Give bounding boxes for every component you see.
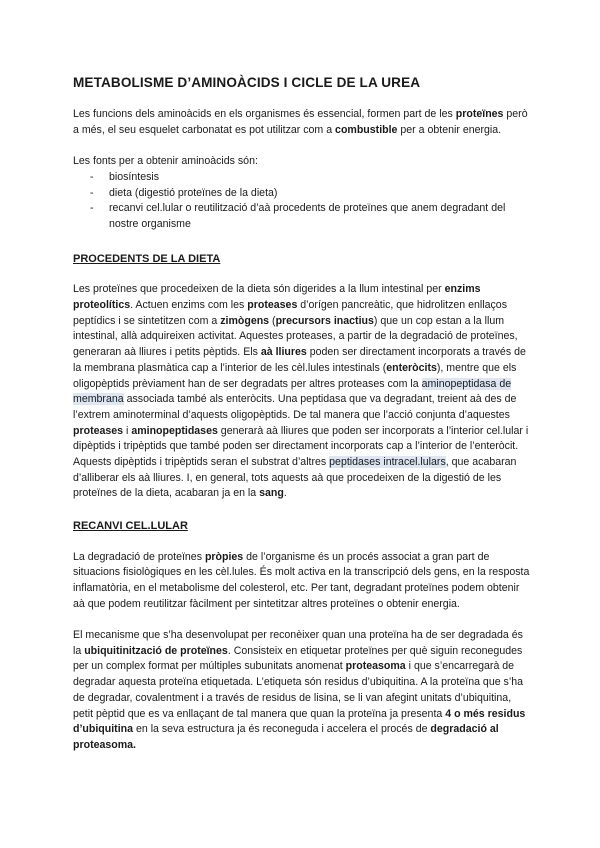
bold-term: enteròcits (386, 361, 437, 374)
document-title: METABOLISME D’AMINOÀCIDS I CICLE DE LA UREA (73, 75, 421, 90)
intro-text: per a obtenir energia. (397, 123, 502, 136)
intro-paragraph (73, 107, 533, 138)
bold-term: proteases (247, 299, 298, 311)
list-item: - recanvi cel.lular o reutilització d’aà procedents de proteïnes que anem degradant del nostre organisme (73, 201, 533, 232)
intro-bold-proteines: proteïnes (455, 108, 504, 120)
bold-term: proteasoma (345, 660, 406, 673)
section-heading-recanvi: RECANVI CEL.LULAR (73, 519, 188, 532)
intro-text: però a més, el seu esquelet carbonatat es pot utilitzar com a (73, 108, 528, 136)
sources-lead: Les fonts per a obtenir aminoàcids són: (73, 155, 258, 168)
bold-term: pròpies (204, 550, 244, 563)
intro-bold-combustible: combustible (335, 123, 398, 136)
bold-term: ubiquitinització de proteïnes (84, 644, 228, 657)
bold-term: 4 o més residus d’ubiquitina (73, 707, 526, 736)
bold-term: zimògens (220, 314, 270, 327)
sources-list (73, 170, 533, 233)
recanvi-paragraph-1: La degradació de proteïnes pròpies de l’organisme és un procés associat a gran part de situacions fisiològiques en les cèl.lules. És molt activa en la transcripció dels gens, en la resposta inflamatòria, en el metabolisme del colesterol, etc. Per tant, degradant proteïnes podem obtenir aà que podem reutilitzar fàcilment per sintetitzar altres proteïnes o obtenir energia. (73, 550, 530, 610)
bold-term: precursors inactius (275, 314, 374, 327)
bold-term: aminopeptidases (131, 424, 218, 437)
section-heading-dieta: PROCEDENTS DE LA DIETA (73, 252, 221, 265)
list-item: - biosíntesis (73, 170, 533, 186)
intro-text: Les funcions dels aminoàcids en els organismes és essencial, formen part de les (73, 108, 456, 120)
bold-term: aà lliures (260, 346, 307, 359)
highlighted-term: aminopeptidasa de membrana (73, 377, 512, 406)
bold-term: sang (259, 487, 284, 500)
bold-term: enzims proteolítics (73, 283, 481, 311)
dieta-paragraph: Les proteïnes que procedeixen de la dieta són digerides a la llum intestinal per enzims proteolítics. Actuen enzims com les proteases d’orígen pancreàtic, que hidrolitzen enllaços peptídics i se sintetitzen com a zimògens (precursors inactius) que un cop estan a la llum intestinal, allà adquireixen activitat. Aquestes proteases, a partir de la degradació de proteïnes, generaran aà lliures i petits pèptids. Els aà lliures poden ser directament incorporats a través de la membrana plasmàtica cap a l’interior de les cèl.lules intestinals (enteròcits), mentre que els oligopèptids prèviament han de ser degradats per altres proteases com la aminopeptidasa de membrana associada també als enteròcits. Una peptidasa que va degradant, treient aà des de l’extrem aminoterminal d’aquests oligopèptids. De tal manera que l’acció conjunta d’aquestes proteases i aminopeptidases generarà aà lliures que poden ser incorporats a l’interior cel.lular i dipèptids i tripèptids que també poden ser directament incorporats cap a l’interior de l’enteròcit. Aquests dipèptids i tripèptids seran el substrat d’altres peptidases intracel.lulars, que acabaran d’alliberar els aà lliures. I, en general, tots aquests aà que procedeixen de la digestió de les proteïnes de la dieta, acabaran ja en la sang. (73, 283, 529, 500)
bold-term: proteases (73, 424, 124, 437)
recanvi-paragraph-2: El mecanisme que s’ha desenvolupat per reconèixer quan una proteïna ha de ser degradada és la ubiquitinització de proteïnes. Consisteix en etiquetar proteïnes per què siguin reconegudes per un complex format per múltiples subunitats anomenat proteasoma i que s’encarregarà de degradar aquesta proteïna etiquetada. L’etiqueta són residus d’ubiquitina. A la proteïna que s’ha de degradar, covalentment i a través de residus de lisina, se li van afegint unitats d’ubiquitina, petit pèptid que es va enllaçant de tal manera que quan la proteïna ja presenta 4 o més residus d’ubiquitina en la seva estructura ja és reconeguda i accelera el procés de degradació al proteasoma. (73, 629, 526, 751)
bold-term: degradació al proteasoma. (73, 723, 499, 751)
document-content (73, 74, 533, 754)
list-item: - dieta (digestió proteïnes de la dieta) (73, 186, 533, 202)
highlighted-term: peptidases intracel.lulars (329, 456, 446, 469)
